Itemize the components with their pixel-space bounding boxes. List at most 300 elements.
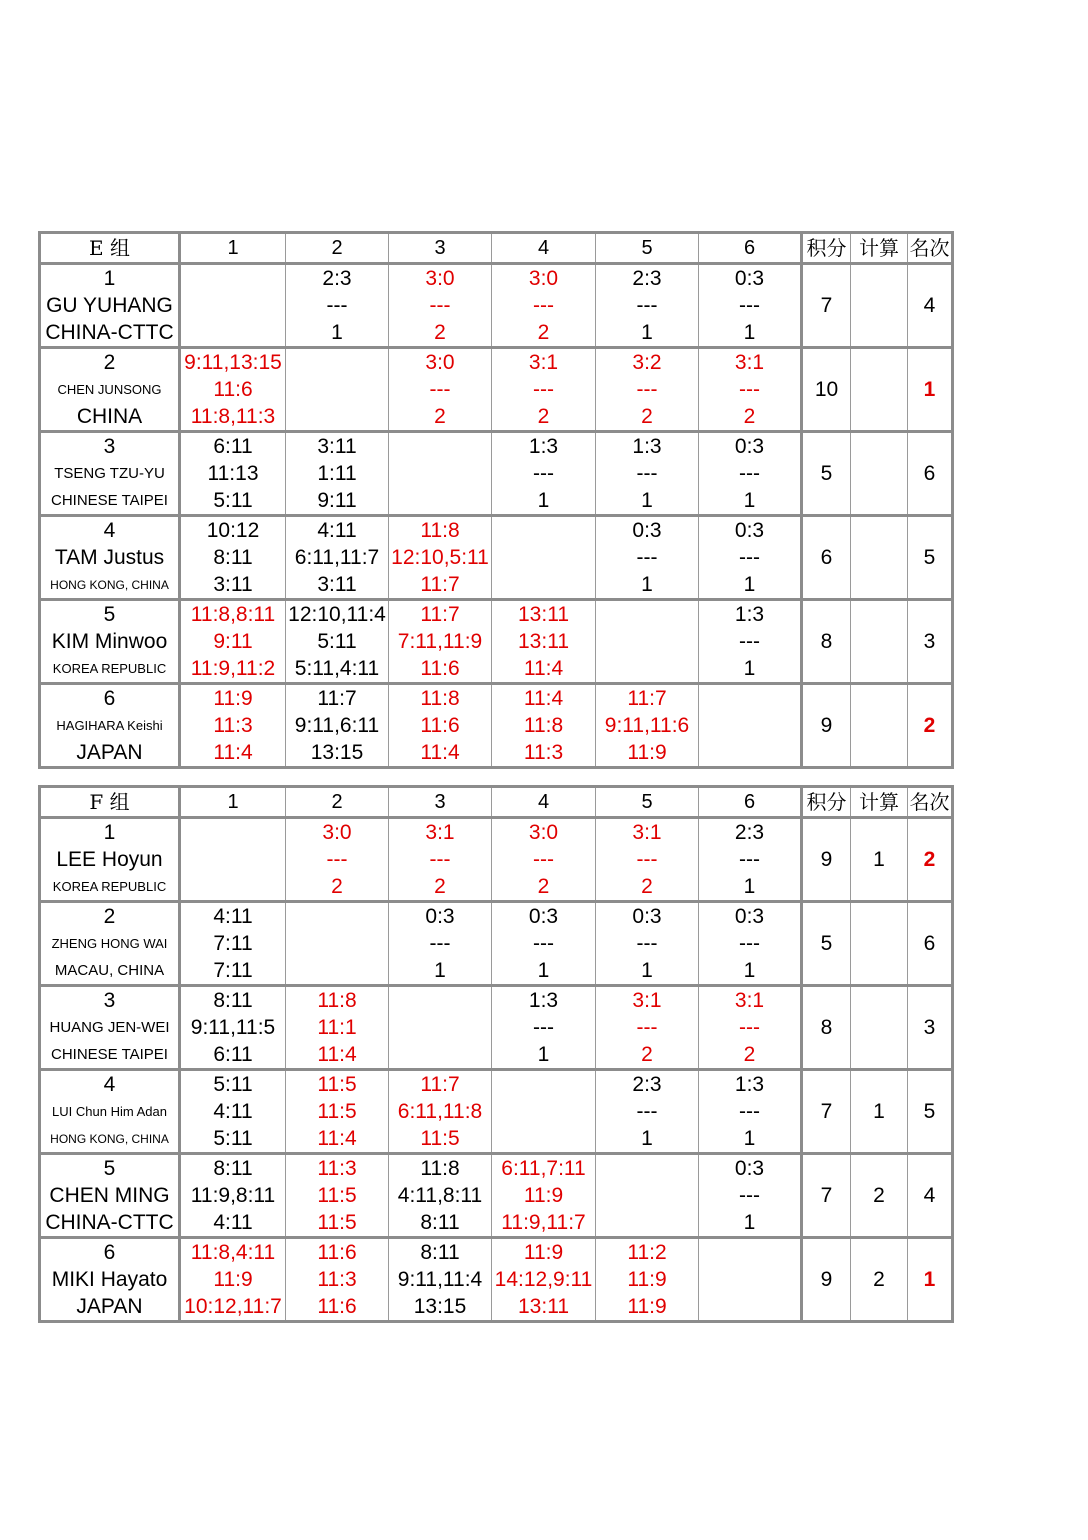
player-row-line [40,264,953,293]
group-title: E 组 [40,233,180,264]
match-result-cell: 1 [699,487,802,516]
rank-value: 3 [908,986,953,1070]
player-seed: 6 [40,1238,180,1267]
match-result-cell: 3:1 [699,348,802,377]
match-result-cell: 0:3 [699,1154,802,1183]
match-result-cell: 9:11,6:11 [286,712,389,739]
match-result-cell: --- [699,376,802,403]
player-seed: 4 [40,516,180,545]
player-name: TAM Justus [40,544,180,571]
match-result-cell: 3:1 [596,986,699,1015]
match-result-cell: 2 [286,873,389,902]
match-result-cell: 0:3 [699,516,802,545]
match-result-cell: 11:9 [180,684,286,713]
points-value: 10 [802,348,851,432]
match-result-cell: 11:8 [389,516,492,545]
match-result-cell: 1:3 [492,986,596,1015]
match-result-cell: 11:4 [492,684,596,713]
match-result-cell: 1 [492,957,596,986]
match-result-cell: 9:11,13:15 [180,348,286,377]
match-result-cell: 1:3 [699,1070,802,1099]
calc-value [851,902,908,986]
match-result-cell: --- [492,292,596,319]
match-result-cell: 11:1 [286,1014,389,1041]
player-seed: 2 [40,348,180,377]
match-result-cell: 11:2 [596,1238,699,1267]
match-result-cell: 5:11 [180,1070,286,1099]
match-result-cell: 11:6 [180,376,286,403]
match-result-cell: 6:11,11:7 [286,544,389,571]
points-value: 9 [802,684,851,768]
match-result-cell: 4:11 [180,1098,286,1125]
match-result-cell [596,628,699,655]
match-result-cell [596,655,699,684]
match-result-cell: 4:11 [286,516,389,545]
player-name: HUANG JEN-WEI [40,1014,180,1041]
match-result-cell [389,432,492,461]
match-result-cell [180,846,286,873]
match-result-cell: --- [492,460,596,487]
match-result-cell: --- [389,376,492,403]
match-result-cell: 11:5 [286,1070,389,1099]
player-row-line [40,1154,953,1183]
player-seed: 2 [40,902,180,931]
player-association: HONG KONG, CHINA [40,1125,180,1154]
player-association: CHINA-CTTC [40,319,180,348]
match-result-cell: 2:3 [699,818,802,847]
rank-value: 5 [908,1070,953,1154]
match-result-cell: 0:3 [596,902,699,931]
player-seed: 6 [40,684,180,713]
match-result-cell [389,487,492,516]
match-result-cell: 3:11 [286,571,389,600]
calc-value: 2 [851,1238,908,1322]
match-result-cell [699,684,802,713]
points-header: 积分 [802,787,851,818]
match-result-cell: 11:9,11:2 [180,655,286,684]
column-header-1: 1 [180,233,286,264]
match-result-cell: 2 [596,403,699,432]
player-seed: 1 [40,264,180,293]
points-value: 5 [802,432,851,516]
rank-value: 1 [908,1238,953,1322]
player-row-line [40,986,953,1015]
match-result-cell: 3:11 [180,571,286,600]
match-result-cell [286,902,389,931]
match-result-cell: 1:3 [492,432,596,461]
points-header: 积分 [802,233,851,264]
match-result-cell: 3:1 [389,818,492,847]
match-result-cell: 3:0 [389,264,492,293]
match-result-cell: 11:5 [389,1125,492,1154]
match-result-cell: 1:3 [699,600,802,629]
match-result-cell: 11:8,4:11 [180,1238,286,1267]
match-result-cell: --- [389,292,492,319]
player-name: CHEN JUNSONG [40,376,180,403]
match-result-cell: 11:3 [180,712,286,739]
points-value: 9 [802,1238,851,1322]
match-result-cell: 11:3 [286,1266,389,1293]
match-result-cell: 3:1 [492,348,596,377]
match-result-cell: 13:15 [286,739,389,768]
match-result-cell: 1 [492,1041,596,1070]
column-header-5: 5 [596,787,699,818]
match-result-cell: 8:11 [180,544,286,571]
match-result-cell: 9:11 [286,487,389,516]
match-result-cell: 9:11,11:4 [389,1266,492,1293]
calc-value [851,432,908,516]
player-name: HAGIHARA Keishi [40,712,180,739]
player-association: CHINESE TAIPEI [40,1041,180,1070]
match-result-cell: 2 [596,873,699,902]
match-result-cell: --- [596,460,699,487]
match-result-cell: 7:11 [180,930,286,957]
match-result-cell: 1 [596,487,699,516]
points-value: 7 [802,1154,851,1238]
match-result-cell [699,739,802,768]
match-result-cell: 11:7 [286,684,389,713]
match-result-cell: 2 [492,319,596,348]
match-result-cell: 8:11 [389,1209,492,1238]
match-result-cell: 13:11 [492,1293,596,1322]
player-name: LUI Chun Him Adan [40,1098,180,1125]
match-result-cell: --- [699,628,802,655]
match-result-cell: 11:4 [180,739,286,768]
match-result-cell: 4:11 [180,1209,286,1238]
player-row-line [40,684,953,713]
rank-value: 6 [908,902,953,986]
header-row [40,233,953,264]
match-result-cell: 3:1 [596,818,699,847]
group-title: F 组 [40,787,180,818]
player-association: KOREA REPUBLIC [40,873,180,902]
match-result-cell: 8:11 [180,986,286,1015]
match-result-cell: 1:3 [596,432,699,461]
match-result-cell: --- [596,846,699,873]
player-association: CHINA-CTTC [40,1209,180,1238]
match-result-cell: 0:3 [492,902,596,931]
match-result-cell: 11:8 [286,986,389,1015]
match-result-cell: 11:6 [286,1293,389,1322]
match-result-cell: 6:11,11:8 [389,1098,492,1125]
match-result-cell: --- [699,1182,802,1209]
match-result-cell: 3:0 [286,818,389,847]
match-result-cell [492,544,596,571]
match-result-cell: 2 [389,873,492,902]
match-result-cell: 6:11 [180,1041,286,1070]
calc-value [851,684,908,768]
match-result-cell: --- [286,846,389,873]
match-result-cell: 11:4 [286,1125,389,1154]
group-e-table [38,231,954,769]
player-row-line [40,600,953,629]
player-association: KOREA REPUBLIC [40,655,180,684]
match-result-cell: 11:13 [180,460,286,487]
column-header-2: 2 [286,233,389,264]
match-result-cell: 11:7 [389,1070,492,1099]
player-seed: 4 [40,1070,180,1099]
rank-value: 5 [908,516,953,600]
player-name: TSENG TZU-YU [40,460,180,487]
rank-header: 名次 [908,233,953,264]
match-result-cell: --- [596,1098,699,1125]
match-result-cell: 11:4 [389,739,492,768]
points-value: 8 [802,600,851,684]
player-seed: 5 [40,1154,180,1183]
player-row-line [40,348,953,377]
column-header-1: 1 [180,787,286,818]
column-header-4: 4 [492,233,596,264]
match-result-cell [389,460,492,487]
player-association: MACAU, CHINA [40,957,180,986]
match-result-cell: 2 [699,403,802,432]
calc-value [851,516,908,600]
match-result-cell [492,516,596,545]
column-header-5: 5 [596,233,699,264]
match-result-cell: 11:9 [180,1266,286,1293]
match-result-cell [596,1182,699,1209]
player-row-line [40,818,953,847]
calc-value [851,600,908,684]
match-result-cell: 7:11,11:9 [389,628,492,655]
match-result-cell [389,986,492,1015]
match-result-cell: 11:8 [389,1154,492,1183]
match-result-cell: 0:3 [699,902,802,931]
match-result-cell [180,319,286,348]
player-row-line [40,902,953,931]
match-result-cell: 11:8 [492,712,596,739]
player-row-line [40,516,953,545]
calc-value: 1 [851,1070,908,1154]
match-result-cell [180,292,286,319]
points-value: 7 [802,264,851,348]
player-name: GU YUHANG [40,292,180,319]
match-result-cell: 11:8,11:3 [180,403,286,432]
match-result-cell: --- [699,1014,802,1041]
match-result-cell: 2 [492,403,596,432]
match-result-cell: 0:3 [699,264,802,293]
match-result-cell: 11:8 [389,684,492,713]
match-result-cell: 3:0 [492,818,596,847]
match-result-cell: 6:11 [180,432,286,461]
match-result-cell [596,600,699,629]
match-result-cell: 9:11,11:6 [596,712,699,739]
column-header-6: 6 [699,787,802,818]
player-name: LEE Hoyun [40,846,180,873]
match-result-cell [286,376,389,403]
rank-value: 2 [908,684,953,768]
match-result-cell: 4:11 [180,902,286,931]
match-result-cell: 11:5 [286,1098,389,1125]
match-result-cell: --- [699,846,802,873]
match-result-cell [180,264,286,293]
match-result-cell: 3:0 [389,348,492,377]
player-name: MIKI Hayato [40,1266,180,1293]
player-seed: 5 [40,600,180,629]
match-result-cell: 11:9 [492,1238,596,1267]
match-result-cell: 11:7 [596,684,699,713]
player-seed: 3 [40,432,180,461]
match-result-cell: 8:11 [180,1154,286,1183]
match-result-cell: 11:5 [286,1209,389,1238]
match-result-cell: 11:9 [596,739,699,768]
points-value: 8 [802,986,851,1070]
match-result-cell: 8:11 [389,1238,492,1267]
calc-value [851,348,908,432]
match-result-cell: 5:11 [180,487,286,516]
match-result-cell: 1 [699,571,802,600]
match-result-cell: 1 [699,1125,802,1154]
calc-value [851,264,908,348]
points-value: 6 [802,516,851,600]
match-result-cell: 1 [596,957,699,986]
calc-value [851,986,908,1070]
match-result-cell: 4:11,8:11 [389,1182,492,1209]
match-result-cell: 0:3 [596,516,699,545]
match-result-cell: 9:11,11:5 [180,1014,286,1041]
match-result-cell: 0:3 [699,432,802,461]
column-header-6: 6 [699,233,802,264]
match-result-cell: 11:6 [389,655,492,684]
match-result-cell: 5:11,4:11 [286,655,389,684]
match-result-cell: 2 [596,1041,699,1070]
points-value: 9 [802,818,851,902]
match-result-cell: --- [699,460,802,487]
match-result-cell [180,818,286,847]
player-seed: 1 [40,818,180,847]
match-result-cell: 2:3 [596,264,699,293]
match-result-cell [286,957,389,986]
player-row-line [40,1238,953,1267]
column-header-3: 3 [389,787,492,818]
match-result-cell: --- [699,1098,802,1125]
header-row [40,787,953,818]
match-result-cell: 0:3 [389,902,492,931]
match-result-cell: 11:8,8:11 [180,600,286,629]
group-f-table [38,785,954,1323]
points-value: 7 [802,1070,851,1154]
match-result-cell: 11:9 [492,1182,596,1209]
column-header-2: 2 [286,787,389,818]
match-result-cell [699,712,802,739]
match-result-cell [492,1070,596,1099]
match-result-cell: 13:11 [492,628,596,655]
match-result-cell: 11:5 [286,1182,389,1209]
match-result-cell [699,1266,802,1293]
match-result-cell [389,1014,492,1041]
match-result-cell: --- [596,544,699,571]
match-result-cell: --- [596,1014,699,1041]
match-result-cell: 1 [389,957,492,986]
match-result-cell: --- [286,292,389,319]
match-result-cell: 14:12,9:11 [492,1266,596,1293]
match-result-cell [699,1238,802,1267]
match-result-cell: --- [699,292,802,319]
match-result-cell: 3:1 [699,986,802,1015]
match-result-cell: 3:11 [286,432,389,461]
match-result-cell: --- [596,292,699,319]
match-result-cell: 1 [699,655,802,684]
match-result-cell: 5:11 [286,628,389,655]
player-association: CHINESE TAIPEI [40,487,180,516]
match-result-cell: 7:11 [180,957,286,986]
points-value: 5 [802,902,851,986]
match-result-cell: 2 [492,873,596,902]
rank-header: 名次 [908,787,953,818]
match-result-cell [492,571,596,600]
match-result-cell: 2:3 [286,264,389,293]
match-result-cell: 12:10,11:4 [286,600,389,629]
match-result-cell: 11:3 [492,739,596,768]
match-result-cell: 11:9 [596,1266,699,1293]
match-result-cell: 10:12 [180,516,286,545]
player-association: JAPAN [40,739,180,768]
match-result-cell: --- [492,1014,596,1041]
match-result-cell: 1 [699,1209,802,1238]
rank-value: 6 [908,432,953,516]
match-result-cell: 3:2 [596,348,699,377]
match-result-cell [492,1125,596,1154]
match-result-cell: --- [492,930,596,957]
match-result-cell: 1 [699,957,802,986]
match-result-cell: 11:9,11:7 [492,1209,596,1238]
match-result-cell: 1 [596,319,699,348]
player-name: ZHENG HONG WAI [40,930,180,957]
match-result-cell: 1 [699,319,802,348]
match-result-cell: 6:11,7:11 [492,1154,596,1183]
match-result-cell [596,1154,699,1183]
match-result-cell: 1 [286,319,389,348]
match-result-cell: 1 [492,487,596,516]
calc-header: 计算 [851,787,908,818]
match-result-cell: 10:12,11:7 [180,1293,286,1322]
player-association: HONG KONG, CHINA [40,571,180,600]
match-result-cell: 2:3 [596,1070,699,1099]
rank-value: 3 [908,600,953,684]
player-name: CHEN MING [40,1182,180,1209]
match-result-cell: 1:11 [286,460,389,487]
rank-value: 1 [908,348,953,432]
match-result-cell [699,1293,802,1322]
rank-value: 4 [908,1154,953,1238]
match-result-cell: 11:4 [492,655,596,684]
match-result-cell: --- [492,376,596,403]
match-result-cell: 1 [699,873,802,902]
calc-value: 1 [851,818,908,902]
match-result-cell: 2 [389,319,492,348]
player-row-line [40,1070,953,1099]
match-result-cell: --- [492,846,596,873]
match-result-cell: 11:6 [286,1238,389,1267]
match-result-cell: --- [596,930,699,957]
match-result-cell: 2 [389,403,492,432]
column-header-3: 3 [389,233,492,264]
match-result-cell [596,1209,699,1238]
match-result-cell: 11:7 [389,600,492,629]
match-result-cell: 11:4 [286,1041,389,1070]
rank-value: 2 [908,818,953,902]
match-result-cell: 5:11 [180,1125,286,1154]
match-result-cell [286,348,389,377]
match-result-cell: --- [596,376,699,403]
calc-value: 2 [851,1154,908,1238]
match-result-cell: --- [699,930,802,957]
match-result-cell: 2 [699,1041,802,1070]
calc-header: 计算 [851,233,908,264]
match-result-cell: 11:9 [596,1293,699,1322]
match-result-cell [492,1098,596,1125]
player-association: CHINA [40,403,180,432]
